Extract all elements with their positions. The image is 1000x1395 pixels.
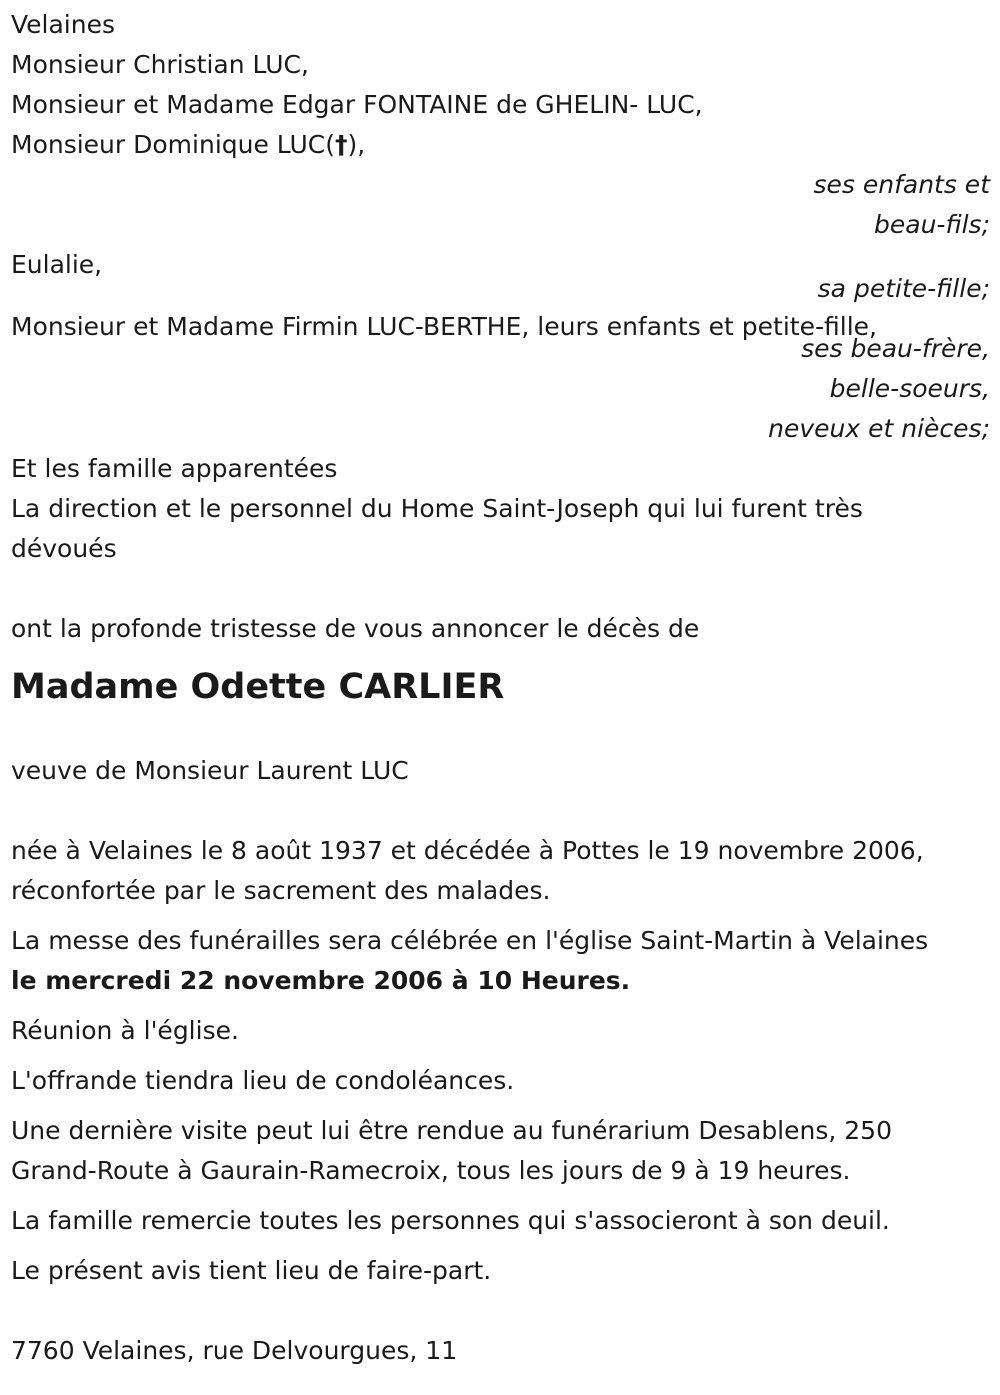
announcement-intro: ont la profonde tristesse de vous annoncer le décès de — [11, 614, 700, 643]
thanks-info: La famille remercie toutes les personnes qui s'associeront à son deuil. — [11, 1206, 890, 1235]
child-dominique-suffix: ), — [347, 130, 366, 159]
role-granddaughter: sa petite-fille; — [817, 274, 990, 303]
deceased-name: Madame Odette CARLIER — [11, 667, 505, 707]
child-dominique — [11, 125, 991, 165]
cross-icon: † — [335, 130, 348, 159]
role-inlaws-line2: belle-soeurs, — [829, 374, 990, 403]
funeral-mass — [11, 921, 991, 1001]
role-inlaws-line1: ses beau-frère, — [801, 334, 990, 363]
inlaws-names: Monsieur et Madame Firmin LUC-BERTHE, leurs enfants et petite-fille, — [11, 312, 877, 341]
related-families: Et les famille apparentées — [11, 454, 338, 483]
meeting-info: Réunion à l'église. — [11, 1016, 239, 1045]
widow-of: veuve de Monsieur Laurent LUC — [11, 756, 409, 785]
child-dominique-name: Monsieur Dominique LUC( — [11, 130, 335, 159]
role-inlaws-line3: neveux et nièces; — [768, 414, 990, 443]
funeral-mass-text: La messe des funérailles sera célébrée en l'église Saint-Martin à Velaines — [11, 926, 929, 955]
offering-info: L'offrande tiendra lieu de condoléances. — [11, 1066, 515, 1095]
place-name: Velaines — [11, 10, 116, 39]
role-children-line1: ses enfants et — [813, 170, 990, 199]
obituary-notice — [11, 5, 991, 1371]
child-christian: Monsieur Christian LUC, — [11, 50, 309, 79]
role-children-line2: beau-fils; — [874, 210, 990, 239]
visit-info: Une dernière visite peut lui être rendue au funérarium Desablens, 250 Grand-Route à Gaurain-Ramecroix, tous les jours de 9 à 19 heures. — [11, 1116, 892, 1185]
birth-death-info: née à Velaines le 8 août 1937 et décédée à Pottes le 19 novembre 2006, réconfortée par le sacrement des malades. — [11, 836, 924, 905]
home-staff: La direction et le personnel du Home Saint-Joseph qui lui furent très dévoués — [11, 494, 863, 563]
granddaughter-name: Eulalie, — [11, 250, 103, 279]
family-address: 7760 Velaines, rue Delvourgues, 11 — [11, 1336, 458, 1365]
child-edgar-fontaine: Monsieur et Madame Edgar FONTAINE de GHELIN- LUC, — [11, 90, 703, 119]
funeral-mass-date: le mercredi 22 novembre 2006 à 10 Heures. — [11, 966, 631, 995]
notice-info: Le présent avis tient lieu de faire-part. — [11, 1256, 492, 1285]
